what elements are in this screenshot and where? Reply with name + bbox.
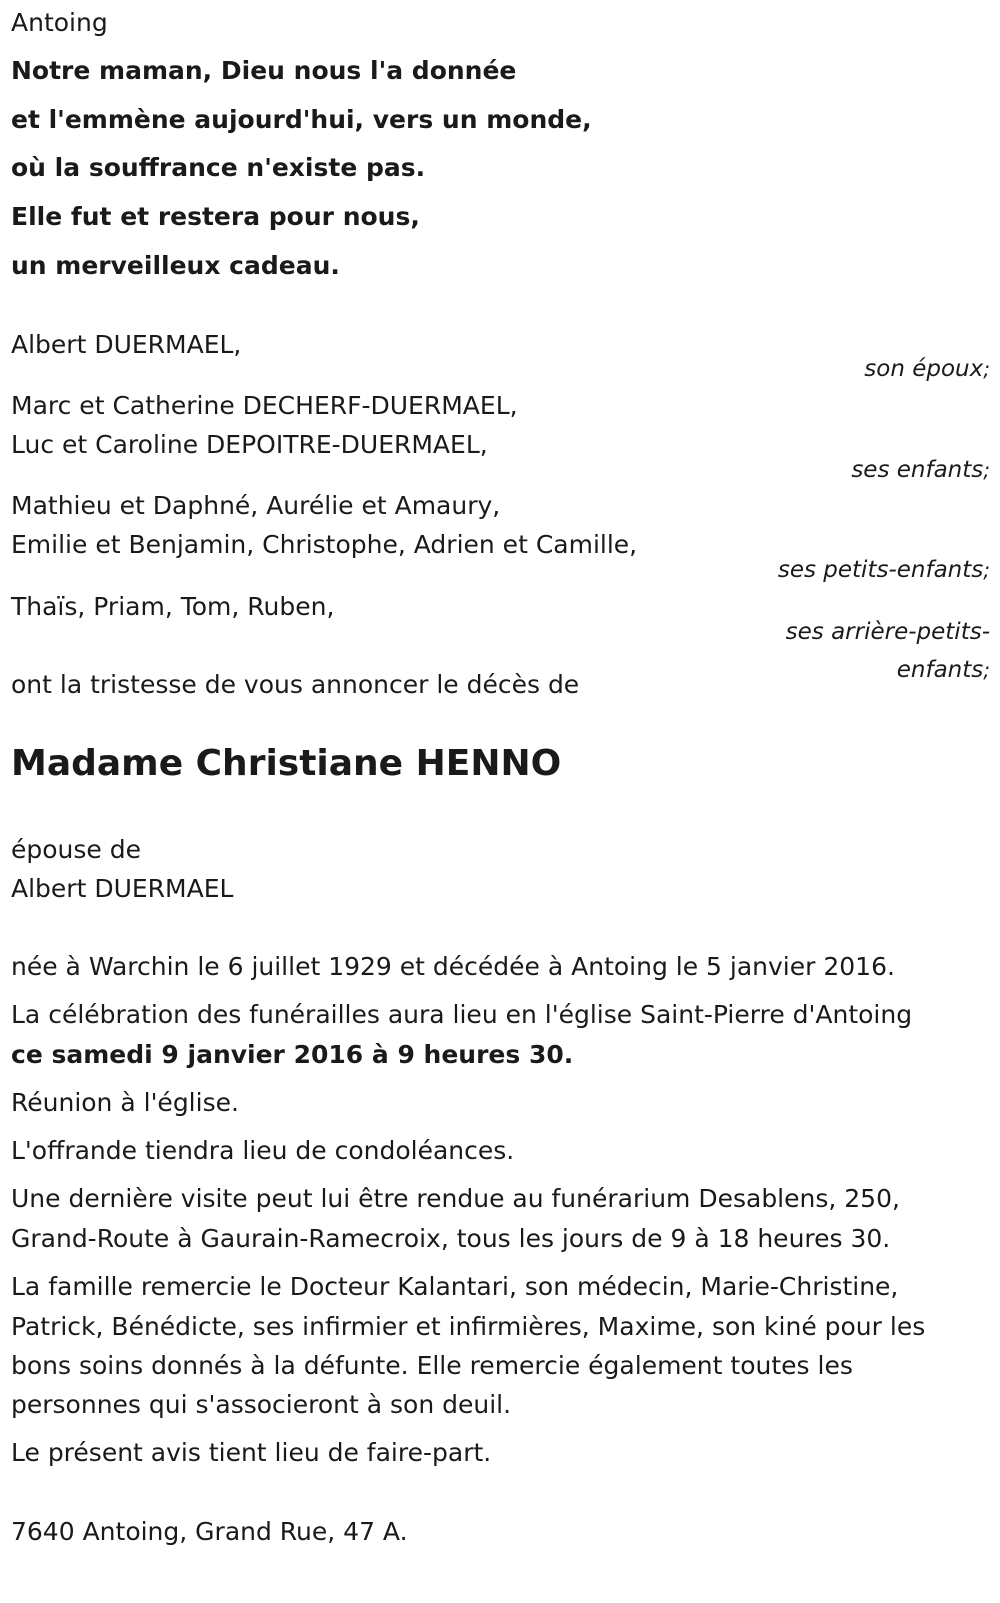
meeting-text: Réunion à l'église. <box>11 1088 239 1117</box>
address-text: 7640 Antoing, Grand Rue, 47 A. <box>11 1517 408 1546</box>
great-grandchildren-role-text: enfants <box>896 657 984 683</box>
notice-text: Le présent avis tient lieu de faire-part. <box>11 1438 492 1467</box>
town-heading: Antoing <box>11 8 108 37</box>
great-grandchild-name: Thaïs, Priam, Tom, Ruben, <box>11 592 335 621</box>
funeral-text: La célébration des funérailles aura lieu en l'église Saint-Pierre d'Antoing <box>11 1000 913 1029</box>
deceased-name: Madame Christiane HENNO <box>11 743 562 784</box>
announcement-text: ont la tristesse de vous annoncer le décès de <box>11 670 580 699</box>
spouse-name: Albert DUERMAEL, <box>11 330 242 359</box>
grandchildren-role-text: ses petits-enfants <box>777 557 984 583</box>
spouse-role-text: son époux <box>864 356 984 382</box>
poem-line: un merveilleux cadeau. <box>11 251 340 280</box>
spouse-of-label: épouse de <box>11 835 141 864</box>
grandchild-name: Emilie et Benjamin, Christophe, Adrien et Camille, <box>11 530 638 559</box>
poem-line: Elle fut et restera pour nous, <box>11 202 420 231</box>
child-name: Marc et Catherine DECHERF-DUERMAEL, <box>11 391 518 420</box>
thanks-text: personnes qui s'associeront à son deuil. <box>11 1390 512 1419</box>
child-name: Luc et Caroline DEPOITRE-DUERMAEL, <box>11 430 488 459</box>
funeral-date: ce samedi 9 janvier 2016 à 9 heures 30. <box>11 1040 574 1069</box>
visit-text: Grand-Route à Gaurain-Ramecroix, tous les jours de 9 à 18 heures 30. <box>11 1224 891 1253</box>
separator: ; <box>983 658 990 682</box>
children-role <box>851 451 990 489</box>
children-role-text: ses enfants <box>851 457 984 483</box>
separator: ; <box>983 357 990 381</box>
poem-line: Notre maman, Dieu nous l'a donnée <box>11 56 517 85</box>
spouse-of-name: Albert DUERMAEL <box>11 874 234 903</box>
poem-line: et l'emmène aujourd'hui, vers un monde, <box>11 105 592 134</box>
visit-text: Une dernière visite peut lui être rendue au funérarium Desablens, 250, <box>11 1184 900 1213</box>
great-grandchildren-role-line1: ses arrière-petits- <box>785 619 990 645</box>
spouse-role <box>864 350 990 388</box>
great-grandchildren-role <box>786 613 990 689</box>
thanks-text: bons soins donnés à la défunte. Elle remercie également toutes les <box>11 1351 853 1380</box>
separator: ; <box>983 458 990 482</box>
grandchild-name: Mathieu et Daphné, Aurélie et Amaury, <box>11 491 501 520</box>
thanks-text: Patrick, Bénédicte, ses infirmier et infirmières, Maxime, son kiné pour les <box>11 1312 926 1341</box>
birth-death-text: née à Warchin le 6 juillet 1929 et décédée à Antoing le 5 janvier 2016. <box>11 952 895 981</box>
great-grandchildren-role-line2 <box>786 651 990 689</box>
grandchildren-role <box>778 551 990 589</box>
separator: ; <box>983 558 990 582</box>
poem-line: où la souffrance n'existe pas. <box>11 153 426 182</box>
thanks-text: La famille remercie le Docteur Kalantari, son médecin, Marie-Christine, <box>11 1272 899 1301</box>
offering-text: L'offrande tiendra lieu de condoléances. <box>11 1136 515 1165</box>
